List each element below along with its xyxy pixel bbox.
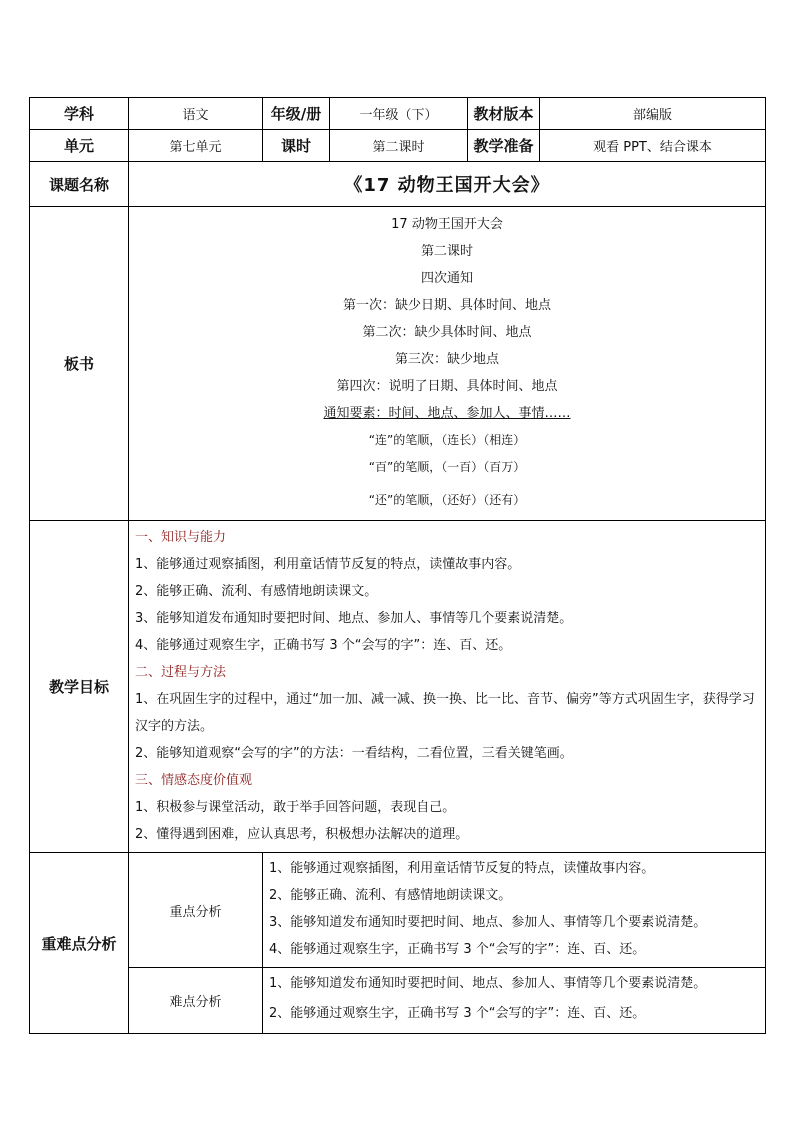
lesson-label: 课题名称 (30, 162, 129, 207)
key-point-item: 2、能够正确、流利、有感情地朗读课文。 (269, 888, 512, 903)
key-points-content (263, 853, 766, 968)
goals-item: 1、积极参与课堂活动，敢于举手回答问题，表现自己。 (135, 800, 456, 815)
board-line: 第三次：缺少地点 (395, 352, 500, 367)
difficulty-item: 1、能够知道发布通知时要把时间、地点、参加人、事情等几个要素说清楚。 (269, 976, 707, 991)
board-line: 通知要素：时间、地点、参加人、事情…… (323, 406, 571, 421)
period-label: 课时 (263, 130, 330, 162)
edition-label: 教材版本 (468, 98, 540, 130)
goals-section-heading: 一、知识与能力 (135, 530, 227, 545)
key-point-item: 3、能够知道发布通知时要把时间、地点、参加人、事情等几个要素说清楚。 (269, 915, 707, 930)
goals-item: 2、能够知道观察“会写的字”的方法：一看结构，二看位置，三看关键笔画。 (135, 746, 573, 761)
unit-value: 第七单元 (129, 130, 263, 162)
goals-item: 4、能够通过观察生字，正确书写 3 个“会写的字”：连、百、还。 (135, 638, 512, 653)
difficulty-label: 难点分析 (129, 968, 263, 1034)
board-line: 第二课时 (421, 244, 474, 259)
key-point-item: 1、能够通过观察插图，利用童话情节反复的特点，读懂故事内容。 (269, 861, 655, 876)
goals-item: 1、在巩固生字的过程中，通过“加一加、减一减、换一换、比一比、音节、偏旁”等方式巩固生字，获得学习汉字的方法。 (135, 692, 755, 734)
lesson-title-row (30, 162, 766, 207)
goals-section-heading: 三、情感态度价值观 (135, 773, 253, 788)
prep-value: 观看 PPT、结合课本 (540, 130, 766, 162)
key-points-label: 重点分析 (129, 853, 263, 968)
goals-section-heading: 二、过程与方法 (135, 665, 227, 680)
key-point-item: 4、能够通过观察生字，正确书写 3 个“会写的字”：连、百、还。 (269, 942, 646, 957)
lesson-plan-table (29, 97, 766, 1034)
unit-label: 单元 (30, 130, 129, 162)
board-line: “连”的笔顺，（连长）（相连） (368, 433, 526, 447)
header-row-1 (30, 98, 766, 130)
board-line: “百”的笔顺，（一百）（百万） (368, 460, 526, 474)
board-row (30, 207, 766, 521)
key-points-row (30, 853, 766, 968)
board-line: 四次通知 (421, 271, 474, 286)
goals-label: 教学目标 (30, 521, 129, 853)
analysis-label: 重难点分析 (30, 853, 129, 1034)
subject-label: 学科 (30, 98, 129, 130)
lesson-plan-sheet (29, 97, 765, 1034)
goals-row (30, 521, 766, 853)
board-label: 板书 (30, 207, 129, 521)
board-line: “还”的笔顺，（还好）（还有） (368, 493, 526, 507)
goals-item: 2、懂得遇到困难，应认真思考，积极想办法解决的道理。 (135, 827, 469, 842)
difficulty-content (263, 968, 766, 1034)
lesson-title: 《17 动物王国开大会》 (129, 162, 766, 207)
period-value: 第二课时 (330, 130, 468, 162)
board-line: 第四次：说明了日期、具体时间、地点 (336, 379, 558, 394)
header-row-2 (30, 130, 766, 162)
edition-value: 部编版 (540, 98, 766, 130)
board-line: 第一次：缺少日期、具体时间、地点 (343, 298, 552, 313)
board-line: 17 动物王国开大会 (391, 217, 503, 232)
goals-content (129, 521, 766, 853)
difficulty-item: 2、能够通过观察生字，正确书写 3 个“会写的字”：连、百、还。 (269, 1006, 646, 1021)
grade-value: 一年级（下） (330, 98, 468, 130)
prep-label: 教学准备 (468, 130, 540, 162)
difficulty-row (30, 968, 766, 1034)
goals-item: 3、能够知道发布通知时要把时间、地点、参加人、事情等几个要素说清楚。 (135, 611, 573, 626)
grade-label: 年级/册 (263, 98, 330, 130)
goals-item: 2、能够正确、流利、有感情地朗读课文。 (135, 584, 378, 599)
board-line: 第二次：缺少具体时间、地点 (362, 325, 532, 340)
board-content (129, 207, 766, 521)
goals-item: 1、能够通过观察插图，利用童话情节反复的特点，读懂故事内容。 (135, 557, 521, 572)
subject-value: 语文 (129, 98, 263, 130)
